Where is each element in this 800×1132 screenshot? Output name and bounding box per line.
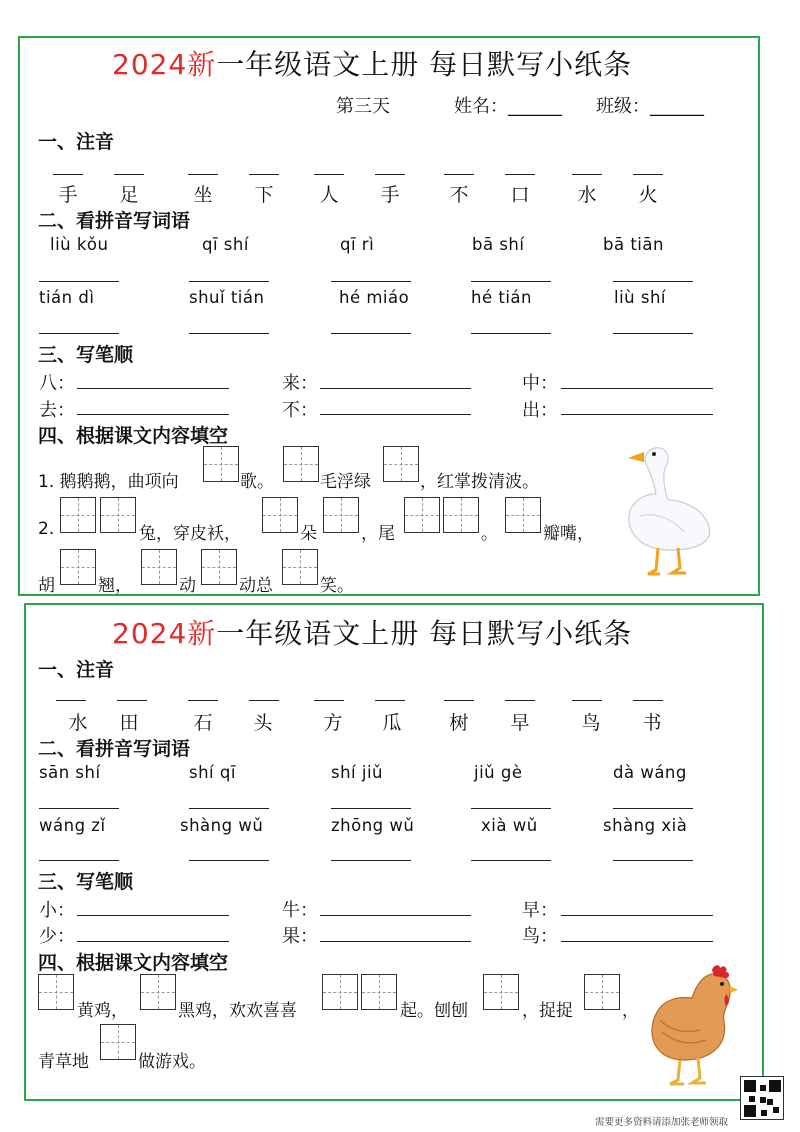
answer-line[interactable] [613,281,693,282]
sheet2-title [112,612,632,652]
character: 鸟 [581,712,601,734]
stroke-char: 鸟： [522,926,558,947]
writing-box[interactable] [60,549,96,585]
fill-text: 动 [179,576,196,596]
pinyin-blank[interactable] [444,700,474,701]
title-text: 一年级语文上册 每日默写小纸条 [216,617,633,650]
pinyin-blank[interactable] [188,174,218,175]
stroke-answer-line[interactable] [77,915,229,916]
writing-box[interactable] [201,549,237,585]
name-field[interactable]: 姓名：______ [454,96,562,117]
character: 早 [510,712,530,734]
pinyin-prompt: zhōng wǔ [331,816,415,835]
fill-text: 毛浮绿 [320,472,371,492]
character: 手 [380,184,400,206]
pinyin-blank[interactable] [249,174,279,175]
pinyin-blank[interactable] [188,700,218,701]
pinyin-blank[interactable] [53,174,83,175]
character: 方 [323,712,343,734]
section-heading: 四、根据课文内容填空 [38,425,229,447]
character: 水 [577,184,597,206]
pinyin-blank[interactable] [314,700,344,701]
answer-line[interactable] [331,281,411,282]
fill-text: 青草地 [38,1052,89,1072]
title-text: 一年级语文上册 每日默写小纸条 [216,48,633,81]
stroke-answer-line[interactable] [561,388,713,389]
pinyin-prompt: hé miáo [339,288,410,307]
fill-text: 笑。 [320,576,354,596]
writing-box[interactable] [282,549,318,585]
stroke-char: 小： [39,900,75,921]
answer-line[interactable] [331,808,411,809]
stroke-char: 去： [39,400,75,421]
stroke-char: 不： [282,400,318,421]
section-heading: 二、看拼音写词语 [38,210,191,232]
pinyin-blank[interactable] [114,174,144,175]
writing-box[interactable] [584,974,620,1010]
answer-line[interactable] [39,281,119,282]
pinyin-blank[interactable] [117,700,147,701]
writing-box[interactable] [141,549,177,585]
answer-line[interactable] [39,860,119,861]
fill-text: 做游戏。 [138,1052,206,1072]
section-heading: 一、注音 [38,659,115,681]
writing-box[interactable] [38,974,74,1010]
writing-box[interactable] [203,446,239,482]
section-heading: 三、写笔顺 [38,871,134,893]
stroke-answer-line[interactable] [320,915,471,916]
pinyin-prompt: shuǐ tián [189,288,265,307]
character: 火 [638,184,658,206]
character: 不 [449,184,469,206]
pinyin-prompt: shí qī [189,763,236,782]
character: 水 [68,712,88,734]
pinyin-blank[interactable] [572,174,602,175]
fill-text: 黄鸡， [77,1001,128,1021]
section-heading: 四、根据课文内容填空 [38,952,229,974]
character: 田 [119,712,139,734]
pinyin-prompt: xià wǔ [481,816,538,835]
fill-text: 1. 鹅鹅鹅，曲项向 [38,472,179,492]
footer-note: 需要更多资料请添加张老师领取 [595,1117,729,1128]
class-field[interactable]: 班级：______ [596,96,704,117]
pinyin-blank[interactable] [444,174,474,175]
character: 书 [642,712,662,734]
stroke-char: 果： [282,926,318,947]
pinyin-prompt: tián dì [39,288,95,307]
title-new: 新 [187,617,217,650]
character: 口 [510,184,530,206]
stroke-answer-line[interactable] [77,414,229,415]
pinyin-blank[interactable] [314,174,344,175]
answer-line[interactable] [331,860,411,861]
stroke-char: 牛： [282,900,318,921]
character: 树 [449,712,469,734]
writing-box[interactable] [505,497,541,533]
pinyin-blank[interactable] [572,700,602,701]
answer-line[interactable] [613,860,693,861]
pinyin-prompt: shàng wǔ [180,816,264,835]
character: 瓜 [382,712,402,734]
fill-text: 胡 [38,576,55,596]
writing-box[interactable] [323,497,359,533]
pinyin-blank[interactable] [505,174,535,175]
fill-text: 翘， [98,576,132,596]
stroke-char: 八： [39,373,75,394]
answer-line[interactable] [189,860,269,861]
answer-line[interactable] [471,333,551,334]
stroke-char: 少： [39,926,75,947]
stroke-char: 中： [522,373,558,394]
stroke-answer-line[interactable] [320,388,471,389]
stroke-char: 出： [522,400,558,421]
pinyin-prompt: bā shí [472,235,525,254]
pinyin-prompt: shí jiǔ [331,763,384,782]
pinyin-blank[interactable] [633,174,663,175]
title-year: 2024 [112,48,188,81]
pinyin-blank[interactable] [375,174,405,175]
day-label: 第三天 [336,96,390,117]
pinyin-blank[interactable] [375,700,405,701]
stroke-answer-line[interactable] [561,414,713,415]
fill-text: ，捉捉 [522,1001,573,1021]
writing-box[interactable] [383,446,419,482]
fill-text: 黑鸡，欢欢喜喜 [178,1001,297,1021]
fill-text: ，尾 [361,524,395,544]
answer-line[interactable] [39,333,119,334]
answer-line[interactable] [471,281,551,282]
pinyin-prompt: liù shí [614,288,667,307]
pinyin-blank[interactable] [56,700,86,701]
character: 人 [319,184,339,206]
stroke-answer-line[interactable] [320,414,471,415]
character: 足 [119,184,139,206]
fill-text: 朵 [300,524,317,544]
writing-box[interactable] [361,974,397,1010]
pinyin-prompt: liù kǒu [50,235,109,254]
pinyin-prompt: sān shí [39,763,101,782]
pinyin-prompt: shàng xià [603,816,688,835]
fill-text: 兔，穿皮袄， [139,524,241,544]
stroke-answer-line[interactable] [77,388,229,389]
pinyin-prompt: qī shí [202,235,249,254]
stroke-answer-line[interactable] [561,941,713,942]
writing-box[interactable] [262,497,298,533]
answer-line[interactable] [189,333,269,334]
stroke-answer-line[interactable] [561,915,713,916]
pinyin-prompt: bā tiān [603,235,664,254]
section-heading: 二、看拼音写词语 [38,738,191,760]
pinyin-prompt: jiǔ gè [474,763,523,782]
section-heading: 一、注音 [38,131,115,153]
title-year: 2024 [112,617,188,650]
pinyin-prompt: hé tián [471,288,532,307]
answer-line[interactable] [471,860,551,861]
character: 坐 [193,184,213,206]
sheet1-title [112,43,632,83]
stroke-answer-line[interactable] [77,941,229,942]
writing-box[interactable] [100,1024,136,1060]
pinyin-blank[interactable] [505,700,535,701]
stroke-char: 早： [522,900,558,921]
answer-line[interactable] [189,808,269,809]
character: 手 [58,184,78,206]
hen-illustration [640,960,744,1090]
pinyin-prompt: dà wáng [613,763,687,782]
pinyin-prompt: wáng zǐ [39,816,106,835]
writing-box[interactable] [404,497,440,533]
writing-box[interactable] [60,497,96,533]
answer-line[interactable] [331,333,411,334]
fill-text: 歌。 [240,472,274,492]
goose-illustration [610,438,720,580]
title-new: 新 [187,48,217,81]
character: 下 [254,184,274,206]
pinyin-blank[interactable] [249,700,279,701]
answer-line[interactable] [613,808,693,809]
character: 头 [253,712,273,734]
writing-box[interactable] [483,974,519,1010]
pinyin-prompt: qī rì [340,235,375,254]
writing-box[interactable] [140,974,176,1010]
fill-text: 瓣嘴， [543,524,594,544]
answer-line[interactable] [471,808,551,809]
answer-line[interactable] [613,333,693,334]
qr-code-icon [740,1076,784,1120]
fill-text: 2. [38,519,55,539]
fill-text: 动总 [239,576,273,596]
stroke-char: 来： [282,373,318,394]
stroke-answer-line[interactable] [320,941,471,942]
fill-text: ，红掌拨清波。 [420,472,539,492]
writing-box[interactable] [322,974,358,1010]
character: 石 [193,712,213,734]
fill-text: 。 [481,524,498,544]
answer-line[interactable] [39,808,119,809]
pinyin-blank[interactable] [633,700,663,701]
fill-text: ， [622,1001,639,1021]
writing-box[interactable] [283,446,319,482]
writing-box[interactable] [443,497,479,533]
answer-line[interactable] [189,281,269,282]
section-heading: 三、写笔顺 [38,344,134,366]
fill-text: 起。刨刨 [400,1001,468,1021]
writing-box[interactable] [100,497,136,533]
